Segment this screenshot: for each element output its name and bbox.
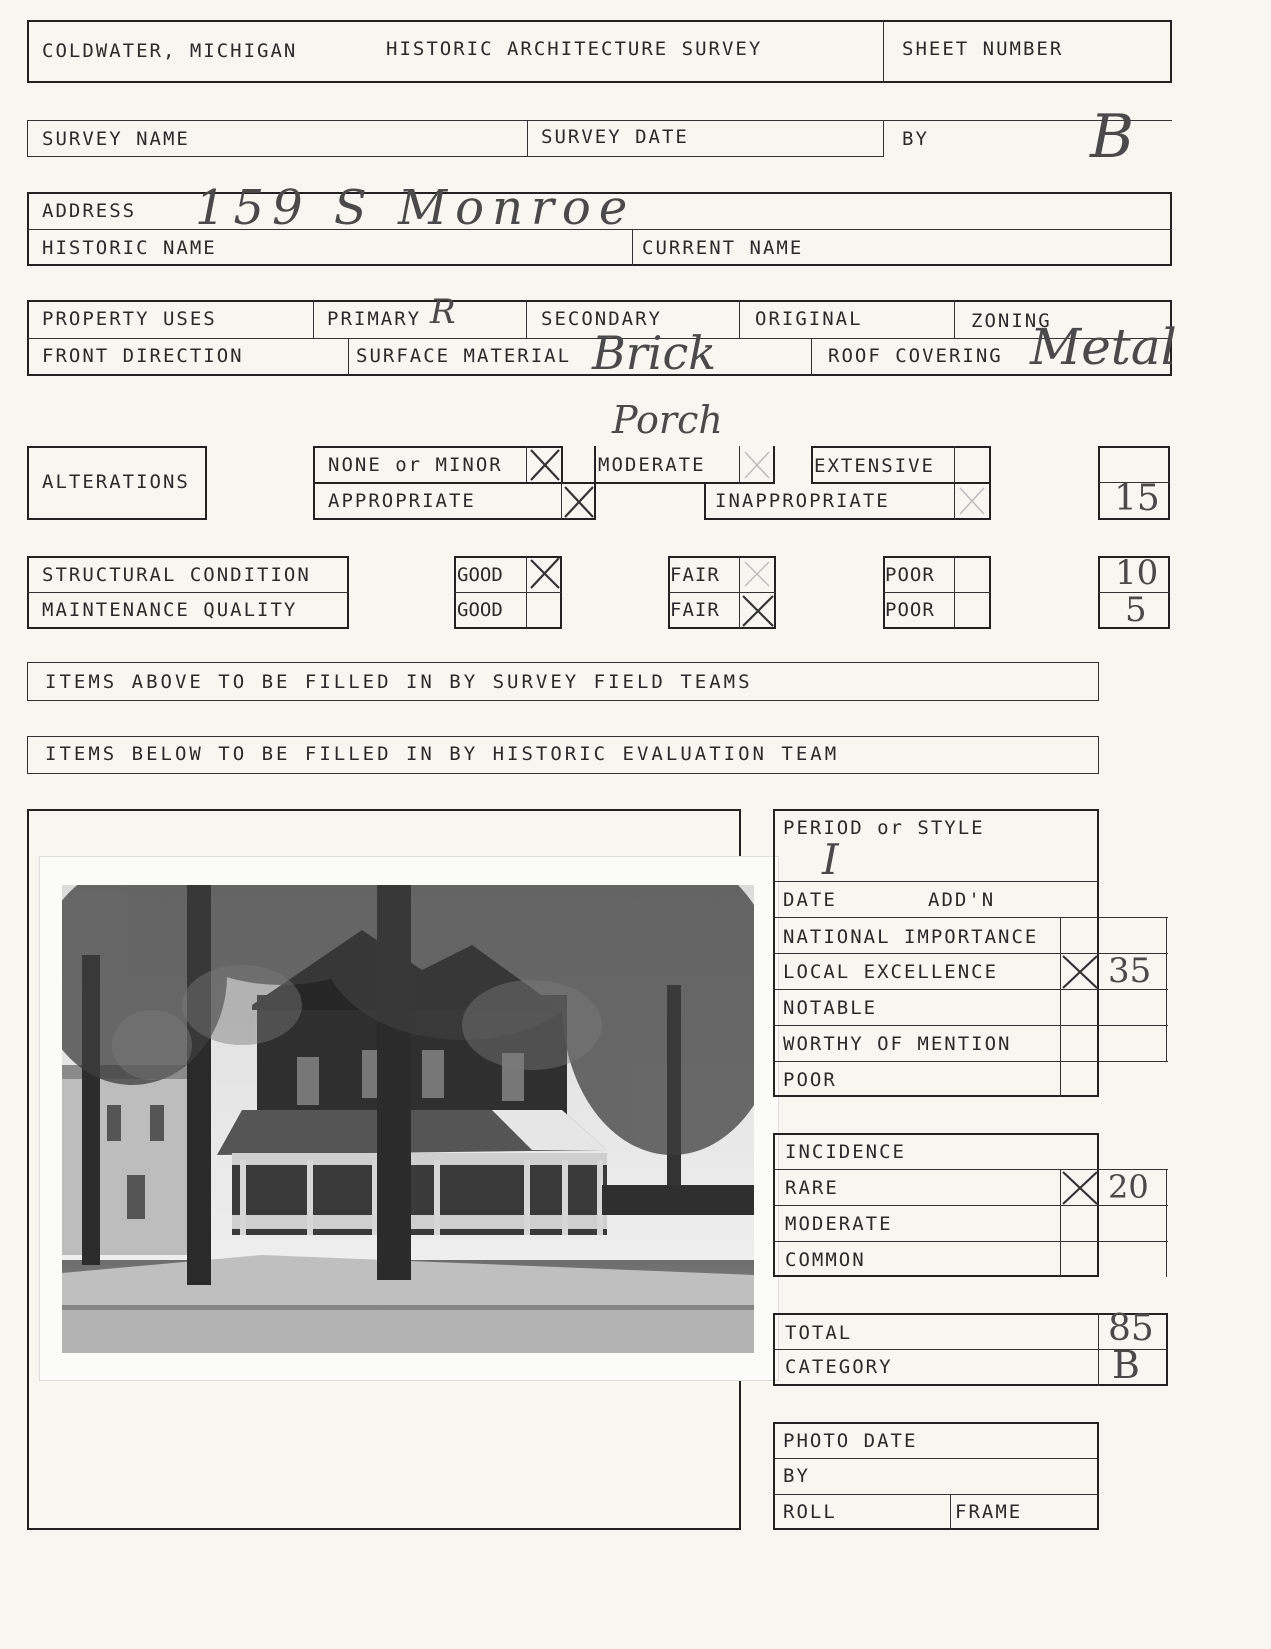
none-minor-check-icon bbox=[528, 447, 562, 483]
surface-material-label: SURFACE MATERIAL bbox=[356, 345, 572, 367]
eval-row-notable bbox=[773, 1025, 1168, 1026]
prop-div2 bbox=[526, 300, 527, 338]
photo-info-row1 bbox=[773, 1458, 1099, 1459]
good-label-maintenance: GOOD bbox=[457, 599, 503, 621]
by-label: BY bbox=[902, 128, 929, 150]
fair-structural-faint-check-icon bbox=[741, 558, 773, 590]
poor-divider bbox=[883, 592, 991, 593]
totals-score-div bbox=[1098, 1313, 1099, 1386]
total-label: TOTAL bbox=[785, 1322, 853, 1344]
alterations-label: ALTERATIONS bbox=[42, 471, 190, 493]
primary-label: PRIMARY bbox=[327, 308, 422, 330]
common-label: COMMON bbox=[785, 1249, 866, 1271]
inc-row-moderate bbox=[773, 1241, 1168, 1242]
alt-extensive-check-div bbox=[954, 446, 955, 484]
maintenance-quality-label: MAINTENANCE QUALITY bbox=[42, 599, 298, 621]
eval-note-right bbox=[1098, 736, 1099, 773]
period-style-label: PERIOD or STYLE bbox=[783, 817, 985, 839]
totals-divider bbox=[773, 1349, 1168, 1350]
by-value: B bbox=[1090, 102, 1135, 172]
address-value: 159 S Monroe bbox=[195, 180, 636, 236]
house-photo bbox=[62, 885, 754, 1353]
survey-row-top bbox=[27, 120, 1172, 121]
prop-div1 bbox=[313, 300, 314, 338]
eval-score-right bbox=[1166, 917, 1167, 1061]
moderate-incidence-label: MODERATE bbox=[785, 1213, 893, 1235]
photo-info-frame-div bbox=[950, 1494, 951, 1530]
good-structural-check-icon bbox=[528, 557, 562, 591]
maintenance-score: 5 bbox=[1125, 590, 1147, 630]
primary-value: R bbox=[430, 292, 456, 332]
fair-label-maintenance: FAIR bbox=[670, 599, 720, 621]
secondary-label: SECONDARY bbox=[541, 308, 662, 330]
prop-div6 bbox=[811, 338, 812, 376]
local-excellence-check-icon bbox=[1060, 953, 1100, 991]
roof-covering-label: ROOF COVERING bbox=[828, 345, 1003, 367]
category-value: B bbox=[1112, 1343, 1140, 1387]
field-note-top bbox=[27, 662, 1099, 663]
date-label: DATE bbox=[783, 889, 837, 911]
national-importance-label: NATIONAL IMPORTANCE bbox=[783, 926, 1039, 948]
appropriate-label: APPROPRIATE bbox=[328, 490, 476, 512]
poor-check-div bbox=[954, 556, 955, 629]
alt-moderate-check-div bbox=[739, 446, 740, 484]
total-value: 85 bbox=[1108, 1308, 1154, 1349]
front-direction-label: FRONT DIRECTION bbox=[42, 345, 244, 367]
inappropriate-label: INAPPROPRIATE bbox=[715, 490, 890, 512]
roof-covering-value: Metal bbox=[1030, 318, 1177, 376]
none-or-minor-label: NONE or MINOR bbox=[328, 454, 503, 476]
eval-row-date bbox=[773, 917, 1168, 918]
eval-row-worthy bbox=[773, 1061, 1168, 1062]
appropriate-check-icon bbox=[562, 484, 596, 520]
moderate-label: MODERATE bbox=[598, 454, 706, 476]
good-divider bbox=[454, 592, 562, 593]
current-name-label: CURRENT NAME bbox=[642, 237, 804, 259]
structural-condition-label: STRUCTURAL CONDITION bbox=[42, 564, 311, 586]
field-note-left bbox=[27, 662, 28, 700]
incidence-label: INCIDENCE bbox=[785, 1141, 906, 1163]
rare-score: 20 bbox=[1108, 1168, 1149, 1206]
frame-label: FRAME bbox=[955, 1501, 1023, 1523]
eval-note-left bbox=[27, 736, 28, 773]
prop-div3 bbox=[739, 300, 740, 338]
survey-date-label: SURVEY DATE bbox=[541, 126, 689, 148]
field-note-bottom bbox=[27, 700, 1099, 701]
structural-score: 10 bbox=[1115, 553, 1159, 593]
inc-score-right bbox=[1166, 1169, 1167, 1277]
local-excellence-score: 35 bbox=[1108, 951, 1152, 991]
moderate-faint-check-icon bbox=[741, 448, 773, 482]
historic-name-label: HISTORIC NAME bbox=[42, 237, 217, 259]
address-label: ADDRESS bbox=[42, 200, 137, 222]
eval-note-top bbox=[27, 736, 1099, 737]
surface-material-value: Brick bbox=[592, 326, 717, 380]
survey-row-bottom bbox=[27, 156, 884, 157]
category-label: CATEGORY bbox=[785, 1356, 893, 1378]
fair-maintenance-check-icon bbox=[740, 593, 776, 629]
header-title: HISTORIC ARCHITECTURE SURVEY bbox=[386, 38, 763, 60]
photo-info-row2 bbox=[773, 1494, 1099, 1495]
rare-check-icon bbox=[1060, 1169, 1100, 1207]
original-label: ORIGINAL bbox=[755, 308, 863, 330]
good-label-structural: GOOD bbox=[457, 564, 503, 586]
survey-row-div2 bbox=[883, 120, 884, 157]
poor-label-structural: POOR bbox=[885, 564, 935, 586]
worthy-of-mention-label: WORTHY OF MENTION bbox=[783, 1033, 1012, 1055]
eval-check-div bbox=[1060, 917, 1061, 1097]
notable-label: NOTABLE bbox=[783, 997, 878, 1019]
survey-name-label: SURVEY NAME bbox=[42, 128, 190, 150]
sheet-number-label: SHEET NUMBER bbox=[902, 38, 1064, 60]
header-city: COLDWATER, MICHIGAN bbox=[42, 40, 298, 62]
poor-label-maintenance: POOR bbox=[885, 599, 935, 621]
fair-label-structural: FAIR bbox=[670, 564, 720, 586]
alt-inappropriate-check-div bbox=[954, 482, 955, 520]
good-check-div bbox=[526, 556, 527, 629]
survey-row-left bbox=[27, 120, 28, 157]
inappropriate-faint-check-icon bbox=[956, 484, 988, 518]
condition-label-divider bbox=[27, 592, 349, 593]
alterations-score: 15 bbox=[1114, 478, 1160, 519]
eval-note-bottom bbox=[27, 773, 1099, 774]
prop-div5 bbox=[348, 338, 349, 376]
roll-label: ROLL bbox=[783, 1501, 837, 1523]
poor-eval-label: POOR bbox=[783, 1069, 837, 1091]
survey-row-div1 bbox=[527, 120, 528, 157]
zoning-label: ZONING bbox=[971, 310, 1052, 332]
property-uses-label: PROPERTY USES bbox=[42, 308, 217, 330]
field-teams-note: ITEMS ABOVE TO BE FILLED IN BY SURVEY FIELD TEAMS bbox=[45, 671, 753, 693]
header-divider bbox=[883, 20, 884, 83]
rare-label: RARE bbox=[785, 1177, 839, 1199]
evaluation-team-note: ITEMS BELOW TO BE FILLED IN BY HISTORIC EVALUATION TEAM bbox=[45, 743, 840, 765]
addn-label: ADD'N bbox=[928, 889, 996, 911]
photo-date-label: PHOTO DATE bbox=[783, 1430, 918, 1452]
alt-none-check-div bbox=[526, 446, 527, 484]
photo-by-label: BY bbox=[783, 1465, 810, 1487]
local-excellence-label: LOCAL EXCELLENCE bbox=[783, 961, 999, 983]
extensive-label: EXTENSIVE bbox=[814, 455, 935, 477]
field-note-right bbox=[1098, 662, 1099, 700]
moderate-note: Porch bbox=[612, 398, 723, 442]
prop-div4 bbox=[954, 300, 955, 338]
period-style-value: I bbox=[822, 835, 839, 884]
